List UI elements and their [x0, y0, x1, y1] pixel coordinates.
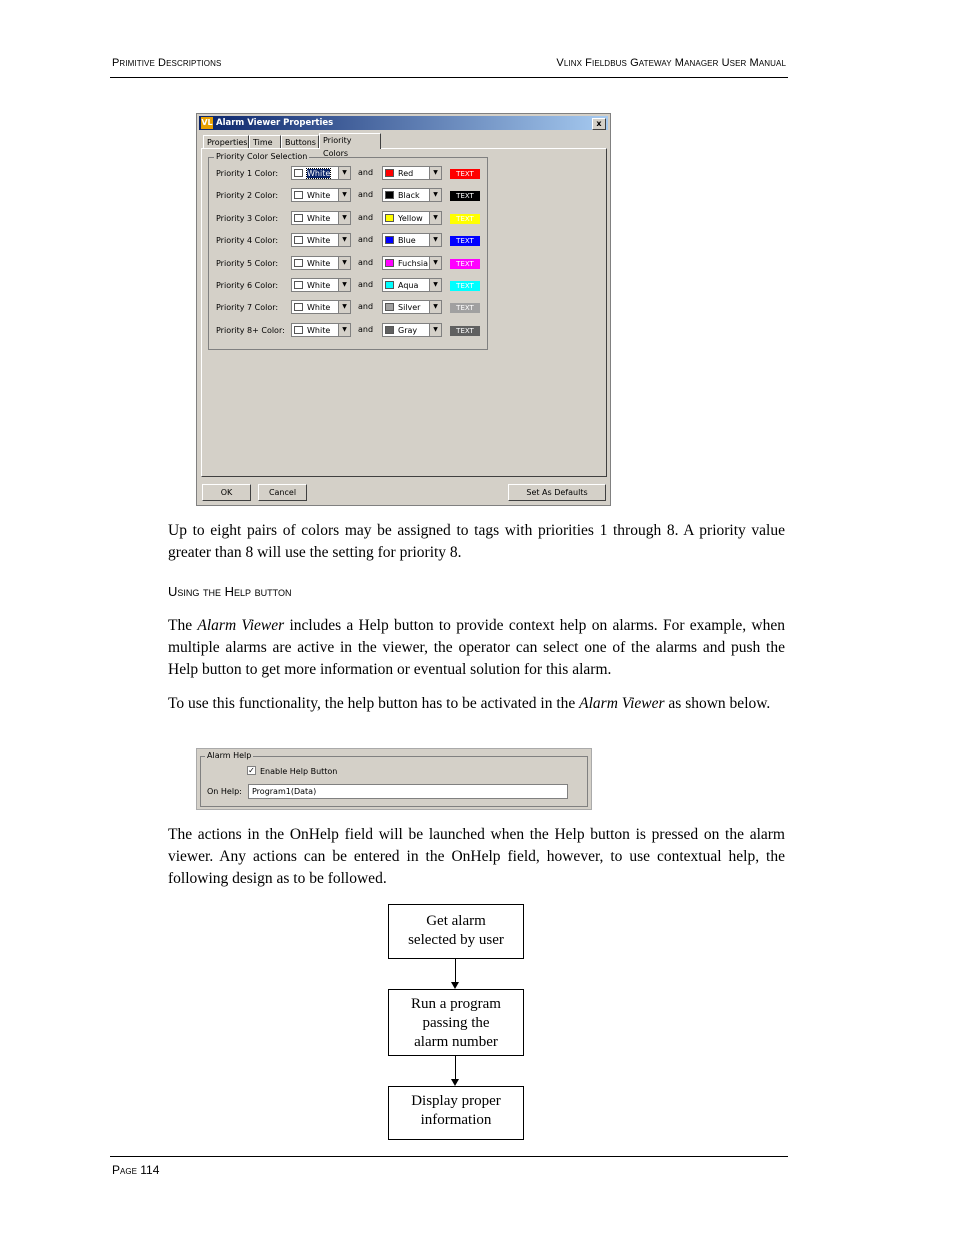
alarm-viewer-properties-dialog [196, 113, 611, 506]
onhelp-label: On Help: [207, 787, 242, 796]
paragraph-help-intro: The Alarm Viewer includes a Help button to provide context help on alarms. For example, when multiple alarms are active in the viewer, the operator can select one of the alarms and push the Help button to get more information or eventual solution for this alarm. [168, 617, 785, 678]
background-color-select[interactable] [382, 166, 442, 180]
paragraph-onhelp: The actions in the OnHelp field will be launched when the Help button is pressed on the alarm viewer. Any actions can be entered in the OnHelp field, however, to use contextual help, the following design as to be followed. [168, 826, 785, 887]
chevron-down-icon[interactable]: ▼ [338, 167, 350, 179]
color-preview: TEXT [450, 214, 480, 224]
and-label: and [358, 212, 374, 222]
background-color-select[interactable] [382, 323, 442, 337]
foreground-color-select[interactable] [291, 256, 351, 270]
foreground-color-select[interactable] [291, 278, 351, 292]
priority-row [209, 166, 489, 182]
chevron-down-icon[interactable]: ▼ [429, 189, 441, 201]
chevron-down-icon[interactable]: ▼ [429, 234, 441, 246]
alarm-help-title: Alarm Help [207, 751, 252, 760]
color-preview: TEXT [450, 169, 480, 179]
priority-label: Priority 4 Color: [216, 236, 279, 246]
flow-step-get-alarm: Get alarm selected by user [388, 904, 524, 959]
color-name: Blue [398, 236, 416, 246]
priority-row [209, 278, 489, 294]
chevron-down-icon[interactable]: ▼ [429, 167, 441, 179]
color-name: White [307, 303, 331, 313]
color-swatch [385, 326, 394, 334]
section-heading: Using the Help button [168, 584, 292, 599]
group-title: Priority Color Selection [216, 152, 308, 161]
alarm-help-group [200, 751, 588, 807]
background-color-select[interactable] [382, 211, 442, 225]
color-name: White [307, 325, 331, 335]
foreground-color-select[interactable] [291, 233, 351, 247]
color-preview: TEXT [450, 326, 480, 336]
background-color-select[interactable] [382, 300, 442, 314]
color-swatch [294, 169, 303, 177]
foreground-color-select[interactable] [291, 188, 351, 202]
color-swatch [294, 326, 303, 334]
running-header-left: Primitive Descriptions [112, 57, 222, 69]
chevron-down-icon[interactable]: ▼ [429, 301, 441, 313]
flow-arrow [451, 1079, 459, 1086]
priority-label: Priority 7 Color: [216, 303, 279, 313]
flow-arrow [451, 982, 459, 989]
color-name: White [307, 213, 331, 223]
background-color-select[interactable] [382, 233, 442, 247]
priority-row [209, 233, 489, 249]
set-as-defaults-button[interactable]: Set As Defaults [508, 484, 606, 501]
alarm-help-panel [196, 748, 592, 810]
flow-connector [455, 959, 456, 982]
color-swatch [294, 281, 303, 289]
color-name: White [307, 258, 331, 268]
chevron-down-icon[interactable]: ▼ [429, 279, 441, 291]
foreground-color-select[interactable] [291, 211, 351, 225]
chevron-down-icon[interactable]: ▼ [429, 324, 441, 336]
color-swatch [385, 214, 394, 222]
and-label: and [358, 257, 374, 267]
color-name: Aqua [398, 281, 419, 290]
cancel-button[interactable]: Cancel [258, 484, 307, 501]
color-swatch [385, 236, 394, 244]
enable-help-label: Enable Help Button [260, 767, 338, 776]
color-preview: TEXT [450, 236, 480, 246]
priority-label: Priority 8+ Color: [216, 325, 285, 335]
color-swatch [385, 169, 394, 177]
tab-time[interactable]: Time [249, 135, 281, 148]
color-swatch [385, 259, 394, 267]
paragraph-priority-pairs: Up to eight pairs of colors may be assigned to tags with priorities 1 through 8. A priority value greater than 8 will use the setting for priority 8. [168, 522, 785, 561]
tab-properties[interactable]: Properties [203, 135, 249, 148]
enable-help-checkbox[interactable]: ✓ [248, 766, 255, 775]
tab-priority-colors[interactable]: Priority Colors [319, 133, 381, 149]
priority-row [209, 188, 489, 204]
priority-row [209, 323, 489, 339]
foreground-color-select[interactable] [291, 300, 351, 314]
flow-connector [455, 1056, 456, 1079]
chevron-down-icon[interactable]: ▼ [338, 257, 350, 269]
foreground-color-select[interactable] [291, 166, 351, 180]
running-header-right: Vlinx Fieldbus Gateway Manager User Manual [556, 57, 786, 69]
color-name: White [307, 169, 331, 178]
priority-label: Priority 6 Color: [216, 281, 279, 290]
priority-label: Priority 1 Color: [216, 169, 279, 178]
chevron-down-icon[interactable]: ▼ [338, 212, 350, 224]
and-label: and [358, 280, 374, 289]
color-preview: TEXT [450, 303, 480, 313]
and-label: and [358, 190, 374, 200]
tab-buttons[interactable]: Buttons [281, 135, 319, 148]
color-name: Gray [398, 325, 418, 335]
flow-step-run-program: Run a program passing the alarm number [388, 989, 524, 1056]
chevron-down-icon[interactable]: ▼ [429, 257, 441, 269]
chevron-down-icon[interactable]: ▼ [338, 279, 350, 291]
foreground-color-select[interactable] [291, 323, 351, 337]
color-name: Black [398, 191, 420, 201]
tab-panel [201, 148, 607, 477]
color-preview: TEXT [450, 191, 480, 201]
priority-label: Priority 2 Color: [216, 191, 279, 201]
color-name: White [307, 191, 331, 201]
color-name: Fuchsia [398, 258, 428, 268]
chevron-down-icon[interactable]: ▼ [338, 234, 350, 246]
priority-row [209, 300, 489, 316]
flow-step-display-info: Display proper information [388, 1086, 524, 1140]
background-color-select[interactable] [382, 278, 442, 292]
color-preview: TEXT [450, 259, 480, 269]
priority-row [209, 211, 489, 227]
priority-label: Priority 5 Color: [216, 258, 279, 268]
and-label: and [358, 168, 374, 177]
color-name: White [307, 236, 331, 246]
dialog-titlebar [199, 116, 608, 130]
priority-row [209, 256, 489, 272]
priority-color-group [208, 152, 488, 350]
header-rule [110, 77, 788, 78]
chevron-down-icon[interactable]: ▼ [338, 189, 350, 201]
priority-label: Priority 3 Color: [216, 213, 279, 223]
app-icon: VL [201, 118, 213, 127]
color-name: Red [398, 169, 414, 178]
close-icon[interactable]: x [592, 118, 606, 130]
color-name: Silver [398, 303, 421, 313]
color-swatch [385, 281, 394, 289]
color-swatch [294, 259, 303, 267]
dialog-title: Alarm Viewer Properties [216, 118, 334, 128]
color-swatch [294, 236, 303, 244]
ok-button[interactable]: OK [202, 484, 251, 501]
color-swatch [385, 191, 394, 199]
and-label: and [358, 302, 374, 312]
and-label: and [358, 324, 374, 334]
color-swatch [385, 303, 394, 311]
color-swatch [294, 191, 303, 199]
color-name: White [307, 281, 331, 290]
chevron-down-icon[interactable]: ▼ [338, 301, 350, 313]
background-color-select[interactable] [382, 256, 442, 270]
background-color-select[interactable] [382, 188, 442, 202]
color-name: Yellow [398, 213, 423, 223]
color-swatch [294, 303, 303, 311]
color-preview: TEXT [450, 281, 480, 291]
chevron-down-icon[interactable]: ▼ [338, 324, 350, 336]
chevron-down-icon[interactable]: ▼ [429, 212, 441, 224]
paragraph-activate-help: To use this functionality, the help button has to be activated in the Alarm Viewer as shown below. [168, 695, 771, 712]
color-swatch [294, 214, 303, 222]
and-label: and [358, 235, 374, 245]
page-number: Page 114 [112, 1163, 160, 1177]
onhelp-input[interactable]: Program1(Data) [248, 784, 568, 799]
footer-rule [110, 1156, 788, 1157]
